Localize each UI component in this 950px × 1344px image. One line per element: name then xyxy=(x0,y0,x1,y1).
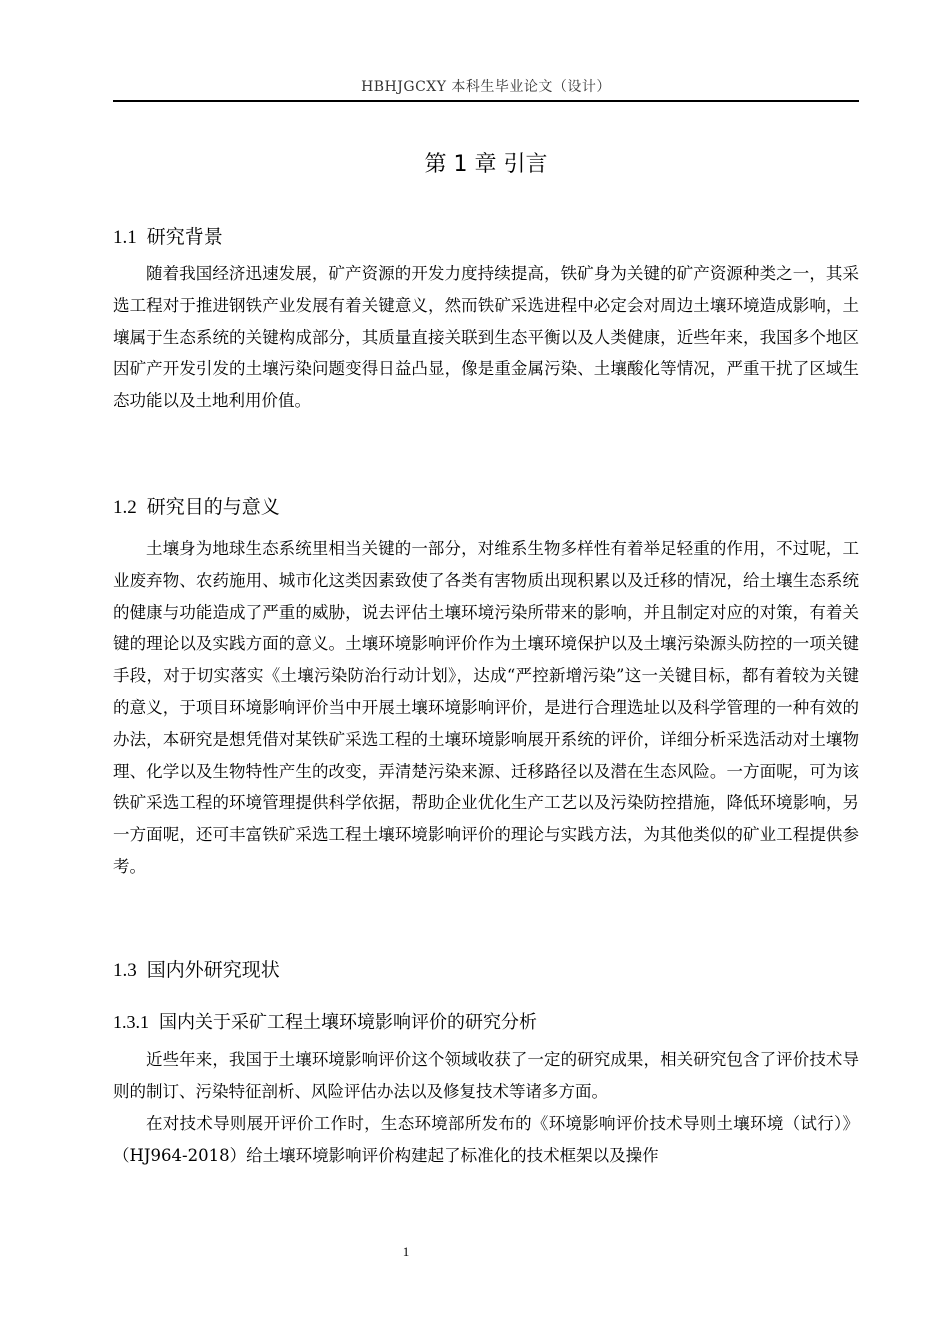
section-number: 1.2 xyxy=(113,497,137,518)
section-title: 研究目的与意义 xyxy=(146,496,280,518)
section-heading-1-3 xyxy=(113,955,280,982)
paragraph-domestic-research-2: 在对技术导则展开评价工作时，生态环境部所发布的《环境影响评价技术导则土壤环境（试行）》（HJ964-2018）给土壤环境影响评价构建起了标准化的技术框架以及操作 xyxy=(113,1114,859,1165)
running-header: HBHJGCXY 本科生毕业论文（设计） xyxy=(361,79,611,95)
subsection-title: 国内关于采矿工程土壤环境影响评价的研究分析 xyxy=(159,1012,537,1033)
paragraph-research-background: 随着我国经济迅速发展，矿产资源的开发力度持续提高，铁矿身为关键的矿产资源种类之一，其采选工程对于推进钢铁产业发展有着关键意义，然而铁矿采选进程中必定会对周边土壤环境造成影响，土壤属于生态系统的关键构成部分，其质量直接关联到生态平衡以及人类健康，近些年来，我国多个地区因矿产开发引发的土壤污染问题变得日益凸显，像是重金属污染、土壤酸化等情况，严重干扰了区域生态功能以及土地利用价值。 xyxy=(113,264,859,411)
section-number: 1.3 xyxy=(113,960,137,981)
page-number: 1 xyxy=(402,1244,410,1259)
section-number: 1.1 xyxy=(113,227,137,248)
section-heading-1-1 xyxy=(113,222,223,249)
section-heading-1-2 xyxy=(113,492,280,519)
paragraph-domestic-research-1: 近些年来，我国于土壤环境影响评价这个领域收获了一定的研究成果，相关研究包含了评价技术导则的制订、污染特征剖析、风险评估办法以及修复技术等诸多方面。 xyxy=(113,1050,859,1101)
subsection-heading-1-3-1 xyxy=(113,1008,537,1034)
subsection-number: 1.3.1 xyxy=(113,1012,149,1032)
chapter-title: 第 1 章 引言 xyxy=(424,152,548,177)
section-title: 研究背景 xyxy=(146,226,223,248)
paragraph-research-purpose: 土壤身为地球生态系统里相当关键的一部分，对维系生物多样性有着举足轻重的作用，不过呢，工业废弃物、农药施用、城市化这类因素致使了各类有害物质出现积累以及迁移的情况，给土壤生态系统的健康与功能造成了严重的威胁，说去评估土壤环境污染所带来的影响，并且制定对应的对策，有着关键的理论以及实践方面的意义。土壤环境影响评价作为土壤环境保护以及土壤污染源头防控的一项关键手段，对于切实落实《土壤污染防治行动计划》，达成“严控新增污染”这一关键目标，都有着较为关键的意义，于项目环境影响评价当中开展土壤环境影响评价，是进行合理选址以及科学管理的一种有效的办法，本研究是想凭借对某铁矿采选工程的土壤环境影响展开系统的评价，详细分析采选活动对土壤物理、化学以及生物特性产生的改变，弄清楚污染来源、迁移路径以及潜在生态风险。一方面呢，可为该铁矿采选工程的环境管理提供科学依据，帮助企业优化生产工艺以及污染防控措施，降低环境影响，另一方面呢，还可丰富铁矿采选工程土壤环境影响评价的理论与实践方法，为其他类似的矿业工程提供参考。 xyxy=(113,539,859,876)
header-rule xyxy=(113,100,859,102)
section-title: 国内外研究现状 xyxy=(146,959,280,981)
